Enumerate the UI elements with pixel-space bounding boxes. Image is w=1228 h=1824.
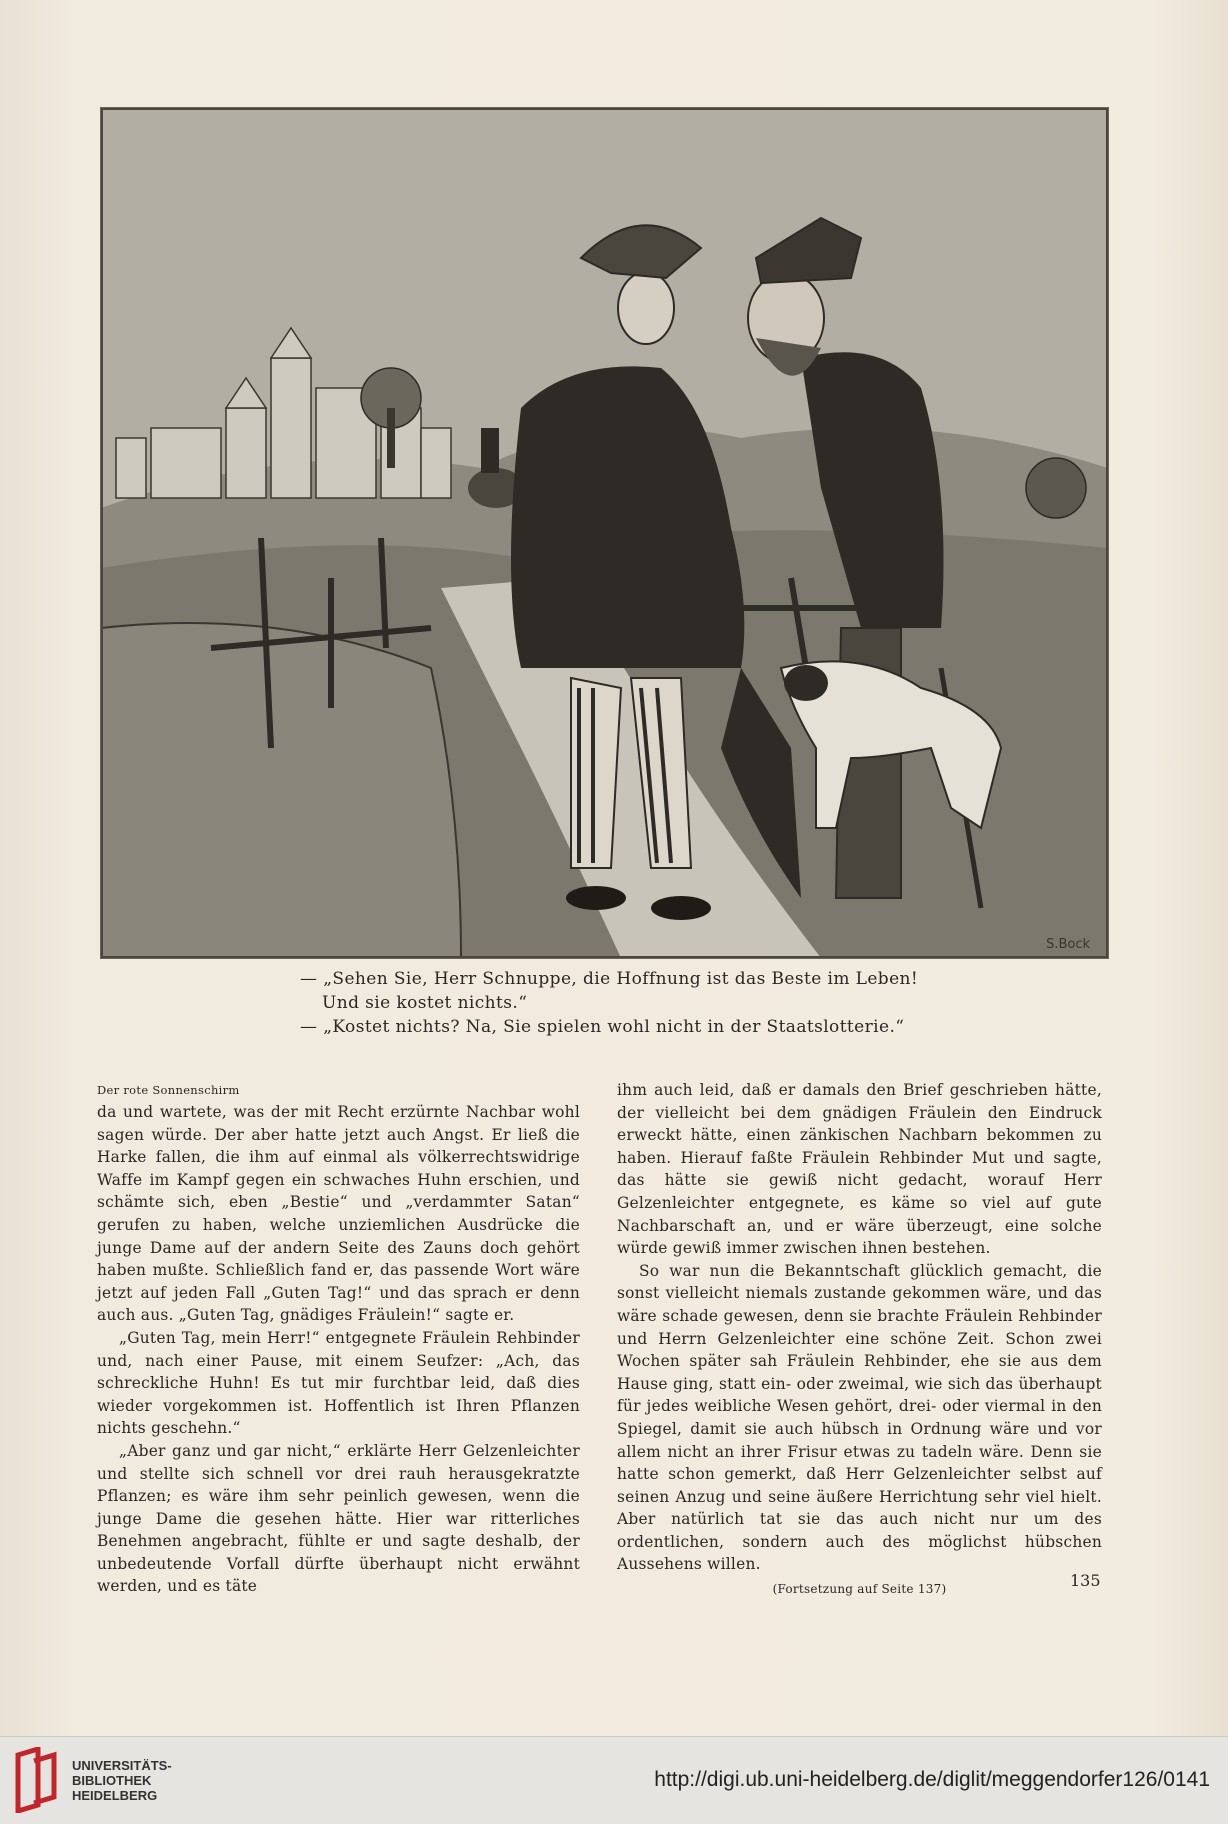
library-name-line: HEIDELBERG — [72, 1788, 158, 1803]
paragraph: ihm auch leid, daß er damals den Brief geschrieben hätte, der vielleicht bei dem gnädigen Fräulein den Eindruck erweckt hätte, einen zänkischen Nachbarn bekommen zu haben. Hierauf faßte Fräulein Rehbinder Mut und sagte, das hätte sie gewiß nicht gedacht, worauf Herr Gelzenleichter entgegnete, es käme so viel auf gute Nachbarschaft an, und er wäre überzeugt, eine solche würde gewiß immer zwischen ihnen bestehen. — [617, 1081, 1102, 1258]
viewer-footer — [0, 1736, 1228, 1824]
running-head: Der rote Sonnenschirm — [97, 1083, 240, 1097]
paragraph: „Aber ganz und gar nicht,“ erklärte Herr Gelzenleichter und stellte sich schnell vor drei rauh herausgekratzte Pflanzen; es wäre ihm sehr peinlich gewesen, wenn die junge Dame die gesehen hätte. Hier war ritterliches Benehmen angebracht, fühlte er und sagte deshalb, der unbedeutende Vorfall dürfte überhaupt nicht erwähnt werden, und es täte — [97, 1441, 580, 1596]
left-column — [97, 1101, 580, 1598]
continuation-note: (Fortsetzung auf Seite 137) — [772, 1582, 947, 1597]
library-logo-icon — [12, 1747, 62, 1813]
illustration — [100, 107, 1109, 959]
caption-line: — „Sehen Sie, Herr Schnuppe, die Hoffnung ist das Beste im Leben! — [300, 969, 919, 989]
paragraph: So war nun die Bekanntschaft glücklich gemacht, die sonst vielleicht niemals zustande gekommen wäre, und das wäre schade gewesen, denn sie brachte Fräulein Rehbinder und Herrn Gelzenleichter eine schöne Zeit. Schon zwei Wochen später sah Fräulein Rehbinder, ehe sie aus dem Hause ging, statt ein- oder zweimal, wie sich das überhaupt für jedes weibliche Wesen gehört, drei- oder viermal in den Spiegel, damit sie auch hübsch in Ordnung wäre und vor allem nicht an ihrer Frisur etwas zu tadeln wäre. Denn sie hatte schon gemerkt, daß Herr Gelzenleichter selbst auf seinen Anzug und seine äußere Herrichtung sehr viel hielt. Aber natürlich tat sie das auch nicht nur um des ordentlichen, sondern auch des möglichst hübschen Aussehens willen. — [617, 1261, 1102, 1574]
right-column — [617, 1079, 1102, 1601]
library-name-line: BIBLIOTHEK — [72, 1773, 152, 1788]
caption-line: Und sie kostet nichts.“ — [322, 993, 528, 1013]
paragraph: da und wartete, was der mit Recht erzürnte Nachbar wohl sagen würde. Der aber hatte jetzt auch Angst. Er ließ die Harke fallen, die ihm auf einmal als völkerrechtswidrige Waffe im Kampf gegen ein schwaches Huhn erschien, und schämte sich, eben „Bestie“ und „verdammter Satan“ gerufen zu haben, welche unziemlichen Ausdrücke die junge Dame auf der andern Seite des Zauns doch gehört haben mußte. Schließlich fand er, das passende Wort wäre jetzt auf jeden Fall „Guten Tag!“ und das sprach er denn auch aus. „Guten Tag, gnädiges Fräulein!“ sagte er. — [97, 1103, 580, 1325]
library-name-line: UNIVERSITÄTS- — [72, 1758, 172, 1773]
paragraph: „Guten Tag, mein Herr!“ entgegnete Fräulein Rehbinder und, nach einer Pause, mit einem Seufzer: „Ach, das schreckliche Huhn! Es tut mir furchtbar leid, daß dies wieder vorgekommen ist. Hoffentlich ist Ihren Pflanzen nichts geschehn.“ — [97, 1328, 580, 1438]
page-number: 135 — [1070, 1571, 1101, 1590]
illustration-caption — [300, 967, 1020, 1039]
permalink-url[interactable]: http://digi.ub.uni-heidelberg.de/diglit/meggendorfer126/0141 — [654, 1768, 1210, 1791]
illustration-drawing — [101, 108, 1108, 958]
library-name — [72, 1758, 172, 1803]
artist-signature: S.Bock — [1046, 937, 1090, 952]
caption-line: — „Kostet nichts? Na, Sie spielen wohl nicht in der Staatslotterie.“ — [300, 1017, 905, 1037]
